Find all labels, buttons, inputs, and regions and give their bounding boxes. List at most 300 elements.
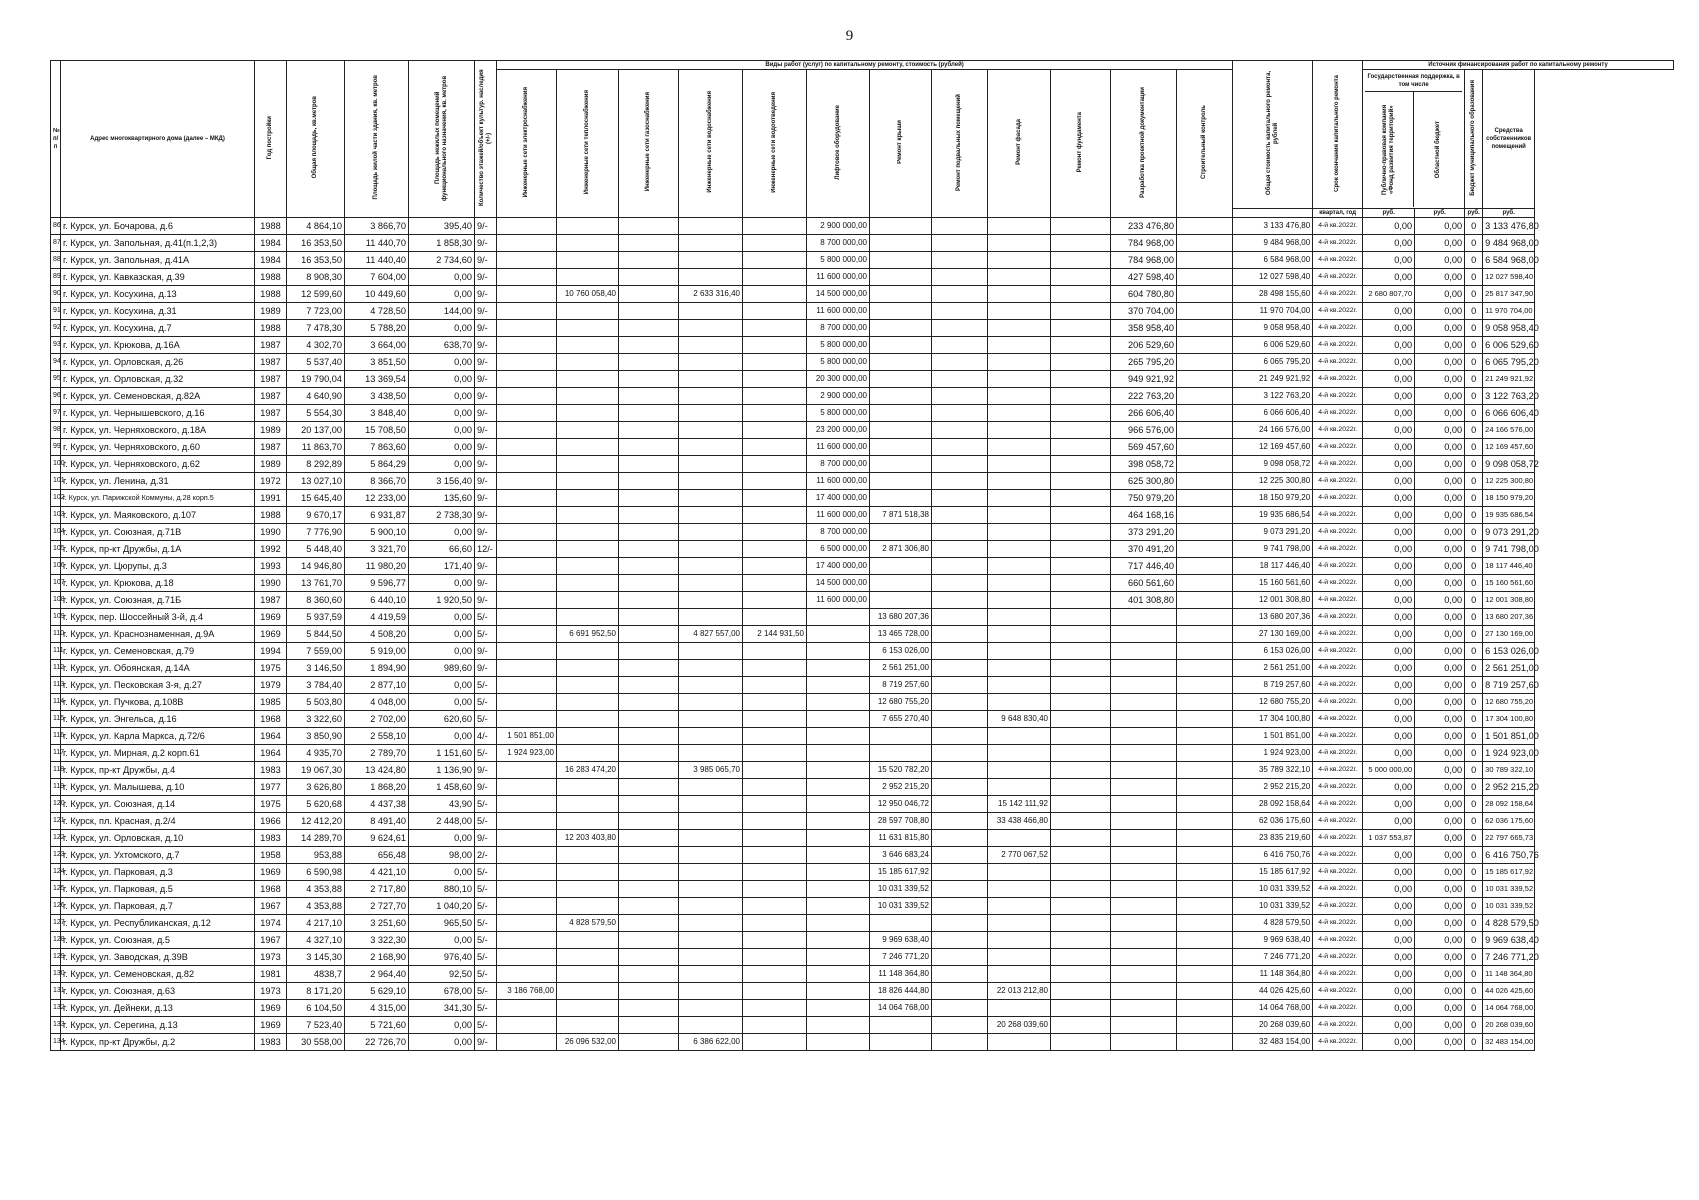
cell-deadline: 4-й кв.2022г. [1313,558,1363,575]
cell-electric [497,609,557,626]
page-number: 9 [845,28,854,44]
cell-foundation [1051,541,1111,558]
cell-area-nonliving: 0,00 [409,524,475,541]
cell-regional: 0,00 [1415,473,1465,490]
cell-area-nonliving: 135,60 [409,490,475,507]
cell-deadline: 4-й кв.2022г. [1313,694,1363,711]
cell-foundation [1051,235,1111,252]
cell-control [1177,949,1233,966]
cell-control [1177,660,1233,677]
cell-design [1111,983,1177,1000]
cell-foundation [1051,592,1111,609]
cell-area-total: 14 946,80 [287,558,345,575]
cell-area-nonliving: 0,00 [409,864,475,881]
cell-deadline: 4-й кв.2022г. [1313,388,1363,405]
cell-roof: 12 950 046,72 [870,796,932,813]
cell-roof [870,745,932,762]
cell-sewer [743,320,807,337]
cell-lift: 8 700 000,00 [807,524,870,541]
cell-total-cost: 35 789 322,10 [1233,762,1313,779]
cell-lift: 17 400 000,00 [807,490,870,507]
cell-year: 1989 [255,456,287,473]
cell-water [679,847,743,864]
cell-deadline: 4-й кв.2022г. [1313,371,1363,388]
cell-total-cost: 12 169 457,60 [1233,439,1313,456]
cell-design [1111,609,1177,626]
table-row [51,405,1674,422]
cell-gas [619,405,679,422]
cell-design [1111,915,1177,932]
cell-electric: 3 186 768,00 [497,983,557,1000]
cell-electric [497,711,557,728]
cell-year: 1987 [255,354,287,371]
cell-municipal: 0 [1465,558,1483,575]
cell-address: г. Курск, ул. Запольная, д.41(п.1,2,3) [61,235,255,252]
cell-year: 1969 [255,609,287,626]
table-row [51,864,1674,881]
cell-regional: 0,00 [1415,558,1465,575]
cell-owners: 12 027 598,40 [1483,269,1535,286]
col-header-no: № п/п [51,61,61,218]
cell-deadline: 4-й кв.2022г. [1313,915,1363,932]
cell-regional: 0,00 [1415,507,1465,524]
cell-heat: 16 283 474,20 [557,762,619,779]
cell-foundation [1051,660,1111,677]
cell-design [1111,1017,1177,1034]
cell-water [679,643,743,660]
cell-sewer [743,473,807,490]
cell-fund: 0,00 [1363,711,1415,728]
cell-total-cost: 2 561 251,00 [1233,660,1313,677]
cell-roof [870,422,932,439]
cell-owners: 21 249 921,92 [1483,371,1535,388]
cell-heat [557,949,619,966]
cell-year: 1981 [255,966,287,983]
cell-heat [557,745,619,762]
cell-roof [870,490,932,507]
cell-owners: 3 133 476,80 [1483,218,1535,235]
cell-water [679,1000,743,1017]
cell-control [1177,337,1233,354]
cell-area-nonliving: 1 040,20 [409,898,475,915]
cell-floors: 5/- [475,983,497,1000]
cell-foundation [1051,337,1111,354]
cell-water [679,728,743,745]
cell-design [1111,643,1177,660]
cell-basement [932,1000,988,1017]
cell-owners: 10 031 339,52 [1483,898,1535,915]
cell-electric [497,269,557,286]
cell-lift [807,779,870,796]
cell-fund: 0,00 [1363,779,1415,796]
cell-area-total: 16 353,50 [287,235,345,252]
cell-area-total: 5 620,68 [287,796,345,813]
cell-water [679,405,743,422]
cell-row-no: 113 [51,677,61,694]
cell-regional: 0,00 [1415,626,1465,643]
table-row [51,983,1674,1000]
cell-foundation [1051,524,1111,541]
cell-sewer [743,303,807,320]
cell-area-nonliving: 0,00 [409,1017,475,1034]
cell-floors: 5/- [475,1000,497,1017]
cell-design: 569 457,60 [1111,439,1177,456]
cell-row-no: 101 [51,473,61,490]
cell-regional: 0,00 [1415,422,1465,439]
cell-lift [807,609,870,626]
cell-total-cost: 6 065 795,20 [1233,354,1313,371]
cell-regional: 0,00 [1415,286,1465,303]
cell-fund: 0,00 [1363,269,1415,286]
cell-area-nonliving: 0,00 [409,643,475,660]
cell-lift: 5 800 000,00 [807,405,870,422]
cell-sewer [743,235,807,252]
cell-gas [619,898,679,915]
cell-total-cost: 9 098 058,72 [1233,456,1313,473]
cell-area-living: 4 048,00 [345,694,409,711]
cell-total-cost: 27 130 169,00 [1233,626,1313,643]
cell-total-cost: 24 166 576,00 [1233,422,1313,439]
cell-area-total: 9 670,17 [287,507,345,524]
cell-control [1177,728,1233,745]
cell-deadline: 4-й кв.2022г. [1313,456,1363,473]
cell-area-living: 4 437,38 [345,796,409,813]
cell-municipal: 0 [1465,813,1483,830]
cell-regional: 0,00 [1415,847,1465,864]
cell-roof [870,473,932,490]
cell-lift [807,932,870,949]
cell-address: г. Курск, ул. Мирная, д.2 корп.61 [61,745,255,762]
cell-area-nonliving: 0,00 [409,422,475,439]
cell-facade [988,966,1051,983]
cell-year: 1964 [255,728,287,745]
cell-area-living: 11 440,40 [345,252,409,269]
cell-sewer [743,439,807,456]
cell-sewer [743,745,807,762]
cell-fund: 0,00 [1363,422,1415,439]
cell-design [1111,762,1177,779]
cell-roof [870,915,932,932]
cell-address: г. Курск, ул. Союзная, д.63 [61,983,255,1000]
cell-area-nonliving: 880,10 [409,881,475,898]
cell-year: 1969 [255,864,287,881]
cell-lift: 11 600 000,00 [807,473,870,490]
cell-area-total: 8 908,30 [287,269,345,286]
cell-year: 1973 [255,949,287,966]
cell-basement [932,983,988,1000]
cell-lift [807,1034,870,1051]
cell-gas [619,422,679,439]
cell-total-cost: 23 835 219,60 [1233,830,1313,847]
cell-control [1177,507,1233,524]
cell-roof: 28 597 708,80 [870,813,932,830]
cell-lift [807,813,870,830]
cell-sewer [743,728,807,745]
cell-gas [619,371,679,388]
cell-electric [497,473,557,490]
cell-area-living: 4 728,50 [345,303,409,320]
cell-lift: 20 300 000,00 [807,371,870,388]
cell-basement [932,932,988,949]
cell-area-living: 2 717,80 [345,881,409,898]
cell-water [679,1017,743,1034]
cell-water [679,388,743,405]
cell-roof [870,1017,932,1034]
col-header-basement: Ремонт подвальных помещений [932,70,988,218]
cell-basement [932,898,988,915]
cell-row-no: 124 [51,864,61,881]
col-header-gas: Инженерные сети газоснабжения [619,70,679,218]
cell-area-nonliving: 2 738,30 [409,507,475,524]
cell-lift [807,847,870,864]
cell-roof [870,1034,932,1051]
cell-row-no: 97 [51,405,61,422]
cell-area-nonliving: 144,00 [409,303,475,320]
cell-floors: 9/- [475,779,497,796]
cell-lift: 11 600 000,00 [807,269,870,286]
table-row [51,898,1674,915]
cell-regional: 0,00 [1415,235,1465,252]
cell-gas [619,1034,679,1051]
cell-total-cost: 3 122 763,20 [1233,388,1313,405]
cell-area-total: 4 864,10 [287,218,345,235]
cell-facade [988,677,1051,694]
cell-gas [619,337,679,354]
cell-fund: 0,00 [1363,796,1415,813]
cell-design: 233 476,80 [1111,218,1177,235]
cell-owners: 15 185 617,92 [1483,864,1535,881]
cell-facade [988,949,1051,966]
cell-address: г. Курск, ул. Краснознаменная, д.9А [61,626,255,643]
table-row [51,1017,1674,1034]
table-row [51,320,1674,337]
cell-year: 1992 [255,541,287,558]
cell-area-living: 7 604,00 [345,269,409,286]
cell-electric [497,541,557,558]
cell-heat [557,609,619,626]
cell-roof: 2 561 251,00 [870,660,932,677]
cell-deadline: 4-й кв.2022г. [1313,762,1363,779]
cell-control [1177,864,1233,881]
col-header-total-cost: Общая стоимость капитального ремонта, рублей [1233,61,1313,209]
cell-area-living: 2 727,70 [345,898,409,915]
cell-deadline: 4-й кв.2022г. [1313,830,1363,847]
cell-area-total: 20 137,00 [287,422,345,439]
cell-heat: 4 828 579,50 [557,915,619,932]
cell-sewer [743,779,807,796]
cell-floors: 9/- [475,507,497,524]
cell-foundation [1051,558,1111,575]
cell-foundation [1051,813,1111,830]
cell-total-cost: 2 952 215,20 [1233,779,1313,796]
cell-heat [557,796,619,813]
cell-year: 1987 [255,337,287,354]
cell-sewer [743,796,807,813]
cell-facade [988,218,1051,235]
cell-area-nonliving: 171,40 [409,558,475,575]
cell-electric [497,388,557,405]
cell-floors: 9/- [475,830,497,847]
cell-roof: 7 246 771,20 [870,949,932,966]
cell-municipal: 0 [1465,796,1483,813]
cell-electric [497,354,557,371]
cell-roof [870,405,932,422]
table-row [51,388,1674,405]
cell-lift [807,1000,870,1017]
cell-area-nonliving: 92,50 [409,966,475,983]
cell-water [679,354,743,371]
cell-area-nonliving: 0,00 [409,354,475,371]
cell-roof: 7 871 518,38 [870,507,932,524]
cell-sewer [743,660,807,677]
cell-fund: 0,00 [1363,609,1415,626]
cell-lift [807,1017,870,1034]
cell-gas [619,864,679,881]
cell-total-cost: 11 970 704,00 [1233,303,1313,320]
table-row [51,677,1674,694]
cell-total-cost: 21 249 921,92 [1233,371,1313,388]
cell-area-living: 4 508,20 [345,626,409,643]
cell-address: г. Курск, ул. Крюкова, д.18 [61,575,255,592]
cell-municipal: 0 [1465,966,1483,983]
cell-year: 1975 [255,796,287,813]
cell-municipal: 0 [1465,422,1483,439]
cell-sewer [743,252,807,269]
cell-gas [619,388,679,405]
cell-heat [557,473,619,490]
cell-deadline: 4-й кв.2022г. [1313,966,1363,983]
cell-area-living: 5 864,29 [345,456,409,473]
cell-foundation [1051,218,1111,235]
cell-area-total: 3 784,40 [287,677,345,694]
cell-lift: 17 400 000,00 [807,558,870,575]
cell-control [1177,966,1233,983]
cell-row-no: 106 [51,558,61,575]
cell-total-cost: 6 416 750,76 [1233,847,1313,864]
cell-year: 1990 [255,524,287,541]
table-row [51,337,1674,354]
cell-row-no: 123 [51,847,61,864]
cell-basement [932,626,988,643]
cell-area-living: 15 708,50 [345,422,409,439]
cell-design [1111,966,1177,983]
cell-owners: 22 797 665,73 [1483,830,1535,847]
cell-area-nonliving: 1 458,60 [409,779,475,796]
cell-fund: 0,00 [1363,966,1415,983]
cell-floors: 9/- [475,286,497,303]
cell-basement [932,541,988,558]
cell-basement [932,337,988,354]
cell-sewer [743,524,807,541]
cell-area-total: 14 289,70 [287,830,345,847]
cell-basement [932,966,988,983]
col-header-address: Адрес многоквартирного дома (далее – МКД) [61,61,255,218]
cell-water [679,541,743,558]
cell-electric [497,813,557,830]
cell-basement [932,592,988,609]
cell-year: 1987 [255,439,287,456]
cell-control [1177,915,1233,932]
cell-design [1111,847,1177,864]
cell-owners: 6 065 795,20 [1483,354,1535,371]
cell-roof [870,337,932,354]
cell-owners: 6 584 968,00 [1483,252,1535,269]
cell-gas [619,932,679,949]
cell-control [1177,439,1233,456]
cell-regional: 0,00 [1415,541,1465,558]
cell-design: 222 763,20 [1111,388,1177,405]
cell-floors: 9/- [475,660,497,677]
cell-year: 1975 [255,660,287,677]
cell-sewer [743,575,807,592]
cell-fund: 0,00 [1363,354,1415,371]
cell-fund: 0,00 [1363,558,1415,575]
cell-floors: 9/- [475,592,497,609]
cell-fund: 0,00 [1363,592,1415,609]
cell-address: г. Курск, ул. Песковская 3-я, д.27 [61,677,255,694]
cell-floors: 9/- [475,371,497,388]
cell-fund: 0,00 [1363,252,1415,269]
cell-regional: 0,00 [1415,915,1465,932]
cell-year: 1979 [255,677,287,694]
cell-electric [497,575,557,592]
cell-total-cost: 6 153 026,00 [1233,643,1313,660]
cell-area-nonliving: 98,00 [409,847,475,864]
cell-row-no: 122 [51,830,61,847]
cell-electric [497,405,557,422]
cell-electric [497,320,557,337]
cell-floors: 9/- [475,643,497,660]
cell-sewer: 2 144 931,50 [743,626,807,643]
cell-electric [497,626,557,643]
cell-heat [557,490,619,507]
cell-regional: 0,00 [1415,218,1465,235]
cell-facade [988,371,1051,388]
cell-heat [557,728,619,745]
cell-heat [557,660,619,677]
cell-area-total: 4 353,88 [287,881,345,898]
cell-municipal: 0 [1465,932,1483,949]
cell-heat: 10 760 058,40 [557,286,619,303]
cell-total-cost: 12 680 755,20 [1233,694,1313,711]
cell-deadline: 4-й кв.2022г. [1313,422,1363,439]
cell-roof [870,728,932,745]
cell-year: 1969 [255,1000,287,1017]
cell-deadline: 4-й кв.2022г. [1313,337,1363,354]
cell-municipal: 0 [1465,847,1483,864]
cell-address: г. Курск, пр-кт Дружбы, д.2 [61,1034,255,1051]
unit-owners: руб. [1483,209,1535,218]
cell-floors: 2/- [475,847,497,864]
cell-deadline: 4-й кв.2022г. [1313,660,1363,677]
cell-area-nonliving: 66,60 [409,541,475,558]
cell-heat [557,881,619,898]
cell-row-no: 98 [51,422,61,439]
cell-area-total: 4 327,10 [287,932,345,949]
cell-foundation [1051,949,1111,966]
cell-year: 1994 [255,643,287,660]
cell-electric [497,949,557,966]
cell-row-no: 96 [51,388,61,405]
cell-address: г. Курск, ул. Орловская, д.26 [61,354,255,371]
cell-owners: 6 153 026,00 [1483,643,1535,660]
cell-facade [988,830,1051,847]
cell-heat [557,456,619,473]
cell-heat [557,388,619,405]
cell-lift [807,677,870,694]
cell-design: 398 058,72 [1111,456,1177,473]
cell-facade [988,932,1051,949]
